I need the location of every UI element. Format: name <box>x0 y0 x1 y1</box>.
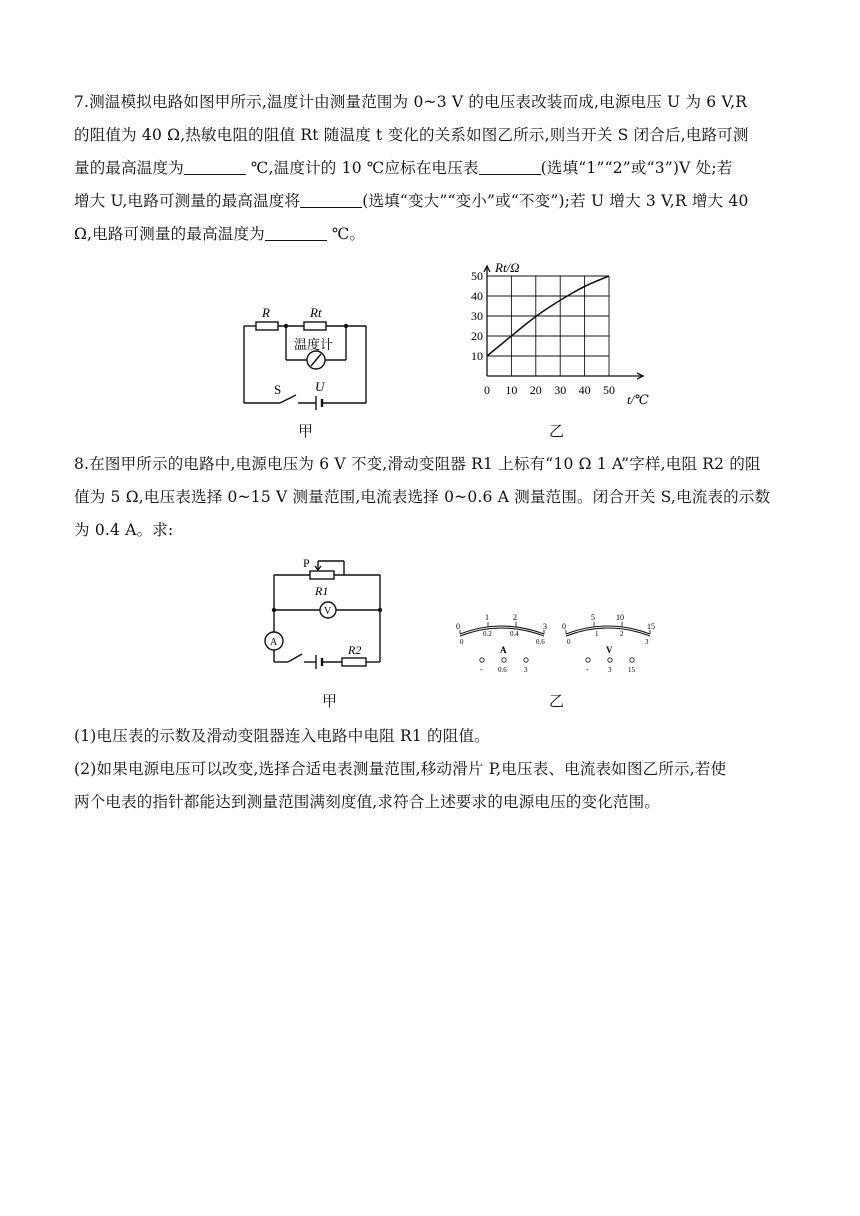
voltmeter-bottom-tick-3: 3 <box>645 638 649 646</box>
label-r1: R1 <box>315 584 329 598</box>
label-u: U <box>315 379 325 394</box>
q7-fig1-caption: 甲 <box>298 422 314 440</box>
q7-fig2-caption: 乙 <box>549 422 565 440</box>
q8-line-2: 值为 5 Ω,电压表选择 0~15 V 测量范围,电流表选择 0~0.6 A 测量范围。闭合开关 S,电流表的示数 <box>74 488 771 506</box>
ammeter-label: A <box>500 645 507 655</box>
label-switch: S <box>274 382 282 397</box>
answer-blank-2[interactable] <box>479 156 541 175</box>
rt-temperature-chart <box>455 258 660 416</box>
x-tick-30: 30 <box>554 383 567 397</box>
question-8 <box>74 448 790 547</box>
x-tick-0: 0 <box>484 383 490 397</box>
q8-sub-2b: 两个电表的指针都能达到测量范围满刻度值,求符合上述要求的电源电压的变化范围。 <box>74 793 661 811</box>
y-axis-label: Rt/Ω <box>495 260 520 275</box>
answer-blank-4[interactable] <box>265 222 327 241</box>
y-tick-50: 50 <box>471 269 483 283</box>
q7-line-5b: ℃。 <box>326 225 366 243</box>
x-tick-50: 50 <box>603 383 615 397</box>
q7-line-3b: ℃,温度计的 10 ℃应标在电压表 <box>245 159 479 177</box>
question-7 <box>74 86 790 251</box>
label-v: V <box>324 606 332 617</box>
label-rt: Rt <box>310 305 322 320</box>
ammeter-top-tick-1: 1 <box>485 613 489 622</box>
voltmeter-terminal-2: 15 <box>628 666 635 674</box>
label-r: R <box>262 305 270 320</box>
ammeter-top-tick-0: 0 <box>456 622 460 631</box>
ammeter-dial <box>456 613 547 674</box>
q7-line-4 <box>74 185 790 218</box>
ammeter-terminal-0: - <box>480 665 483 674</box>
q7-line-5 <box>74 218 790 251</box>
q8-sub-2a: (2)如果电源电压可以改变,选择合适电表测量范围,移动滑片 P,电压表、电流表如图乙所示,若使 <box>74 760 727 778</box>
voltmeter-terminal-0: - <box>586 665 589 674</box>
q8-line-3: 为 0.4 A。求: <box>74 521 174 539</box>
q8-subquestions <box>74 720 790 819</box>
ammeter-terminal-1: 0.6 <box>498 666 507 674</box>
x-axis-label: t/℃ <box>627 392 649 407</box>
q7-line-1: 7.测温模拟电路如图甲所示,温度计由测量范围为 0~3 V 的电压表改装而成,电源电压 U 为 6 V,R <box>74 93 748 111</box>
ammeter-terminal-2: 3 <box>524 666 528 674</box>
ammeter-top-tick-3: 3 <box>543 622 547 631</box>
answer-blank-1[interactable] <box>184 156 246 175</box>
q8-fig1-caption: 甲 <box>322 692 338 710</box>
voltmeter-terminal-1: 3 <box>608 666 612 674</box>
voltmeter-bottom-tick-0: 0 <box>567 638 571 646</box>
q8-line-1: 8.在图甲所示的电路中,电源电压为 6 V 不变,滑动变阻器 R1 上标有“10 Ω 1 A”字样,电阻 R2 的阻 <box>74 455 761 473</box>
x-tick-10: 10 <box>505 383 518 397</box>
label-p: P <box>303 556 310 570</box>
q8-fig2-caption: 乙 <box>549 692 565 710</box>
q7-line-5a: Ω,电路可测量的最高温度为 <box>74 225 265 243</box>
voltmeter-bottom-tick-2: 2 <box>620 630 624 638</box>
x-tick-40: 40 <box>578 383 591 397</box>
q8-meters <box>448 598 673 678</box>
q8-sub-1: (1)电压表的示数及滑动变阻器连入电路中电阻 R1 的阻值。 <box>74 727 490 745</box>
voltmeter-top-tick-2: 10 <box>616 613 624 622</box>
voltmeter-label: V <box>606 645 613 655</box>
label-r2: R2 <box>348 643 362 657</box>
voltmeter-bottom-tick-1: 1 <box>595 630 599 638</box>
ammeter-top-tick-2: 2 <box>513 613 517 622</box>
q7-line-4b: (选填“变大”“变小”或“不变”);若 U 增大 3 V,R 增大 40 <box>362 192 749 210</box>
q7-line-3c: (选填“1”“2”或“3”)V 处;若 <box>540 159 733 177</box>
y-tick-40: 40 <box>471 289 483 303</box>
q7-line-3a: 量的最高温度为 <box>74 159 184 177</box>
voltmeter-top-tick-3: 15 <box>647 622 655 631</box>
y-tick-30: 30 <box>471 309 483 323</box>
ammeter-bottom-tick-1: 0.2 <box>483 630 492 638</box>
q8-circuit-diagram <box>258 555 398 675</box>
ammeter-bottom-tick-0: 0 <box>460 638 464 646</box>
voltmeter-top-tick-1: 5 <box>591 613 595 622</box>
ammeter-bottom-tick-3: 0.6 <box>536 638 545 646</box>
label-thermometer: 温度计 <box>294 337 334 352</box>
q7-line-4a: 增大 U,电路可测量的最高温度将 <box>74 192 301 210</box>
answer-blank-3[interactable] <box>300 189 362 208</box>
q7-line-2: 的阻值为 40 Ω,热敏电阻的阻值 Rt 随温度 t 变化的关系如图乙所示,则当开关 S 闭合后,电路可测 <box>74 126 749 144</box>
voltmeter-dial <box>562 613 655 674</box>
label-a: A <box>270 637 278 648</box>
ammeter-bottom-tick-2: 0.4 <box>510 630 519 638</box>
x-tick-20: 20 <box>529 383 542 397</box>
y-tick-10: 10 <box>471 349 483 363</box>
q7-circuit-diagram <box>230 300 380 415</box>
voltmeter-top-tick-0: 0 <box>562 622 566 631</box>
y-tick-20: 20 <box>471 329 483 343</box>
q7-line-3 <box>74 152 790 185</box>
